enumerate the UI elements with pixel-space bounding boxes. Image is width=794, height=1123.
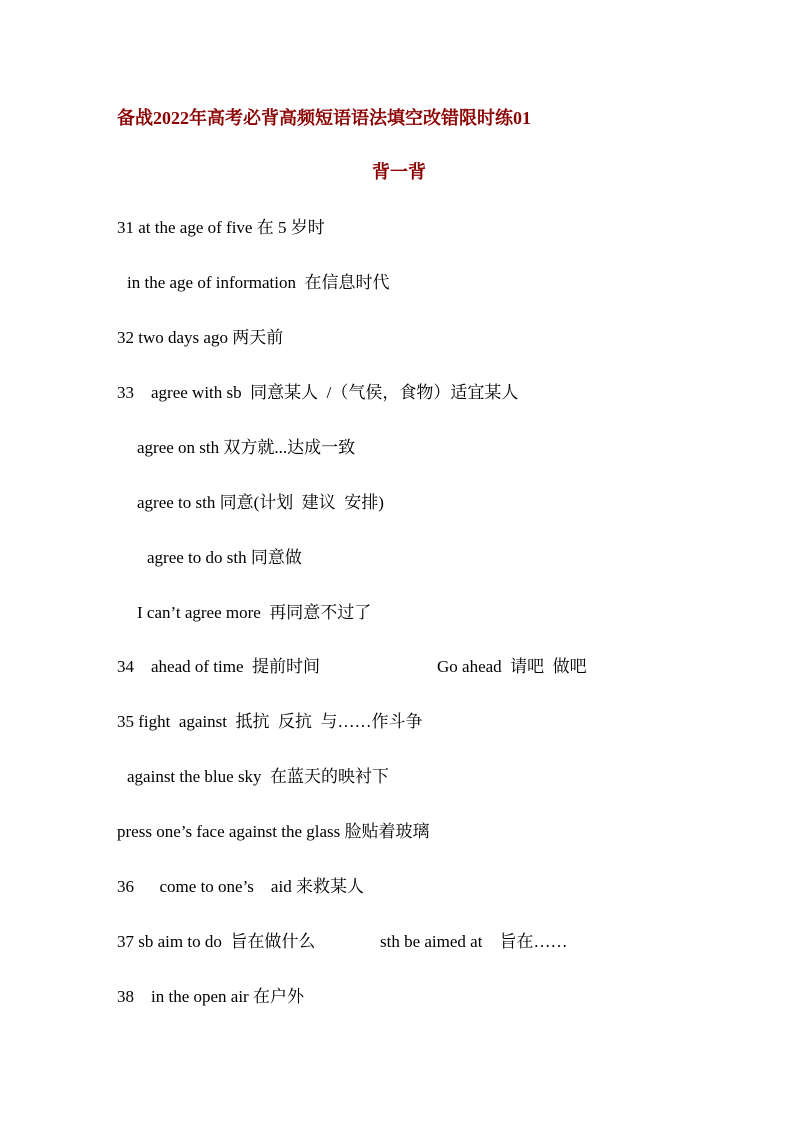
phrase-line: agree on sth 双方就...达成一致: [137, 438, 356, 457]
phrase-line: 33 agree with sb 同意某人 /（气侯，食物）适宜某人: [117, 383, 519, 402]
phrase-line: Go ahead 请吧 做吧: [437, 657, 587, 676]
section-title: 背一背: [372, 162, 426, 182]
phrase-line: 31 at the age of five 在 5 岁时: [117, 218, 325, 237]
phrase-line: 34 ahead of time 提前时间: [117, 657, 321, 676]
phrase-line: agree to sth 同意(计划 建议 安排): [137, 493, 384, 512]
phrase-line: in the age of information 在信息时代: [127, 273, 390, 292]
phrase-line: sth be aimed at 旨在……: [380, 932, 568, 951]
phrase-line: 38 in the open air 在户外: [117, 987, 304, 1006]
phrase-line: agree to do sth 同意做: [147, 548, 302, 567]
phrase-line: I can’t agree more 再同意不过了: [137, 603, 372, 622]
page-title: 备战2022年高考必背高频短语语法填空改错限时练01: [117, 108, 531, 128]
phrase-line: 36 come to one’s aid 来救某人: [117, 877, 364, 896]
phrase-line: press one’s face against the glass 脸贴着玻璃: [117, 822, 430, 841]
phrase-line: 35 fight against 抵抗 反抗 与……作斗争: [117, 712, 423, 731]
phrase-line: against the blue sky 在蓝天的映衬下: [127, 767, 390, 786]
phrase-line: 32 two days ago 两天前: [117, 328, 284, 347]
phrase-line: 37 sb aim to do 旨在做什么: [117, 932, 316, 951]
